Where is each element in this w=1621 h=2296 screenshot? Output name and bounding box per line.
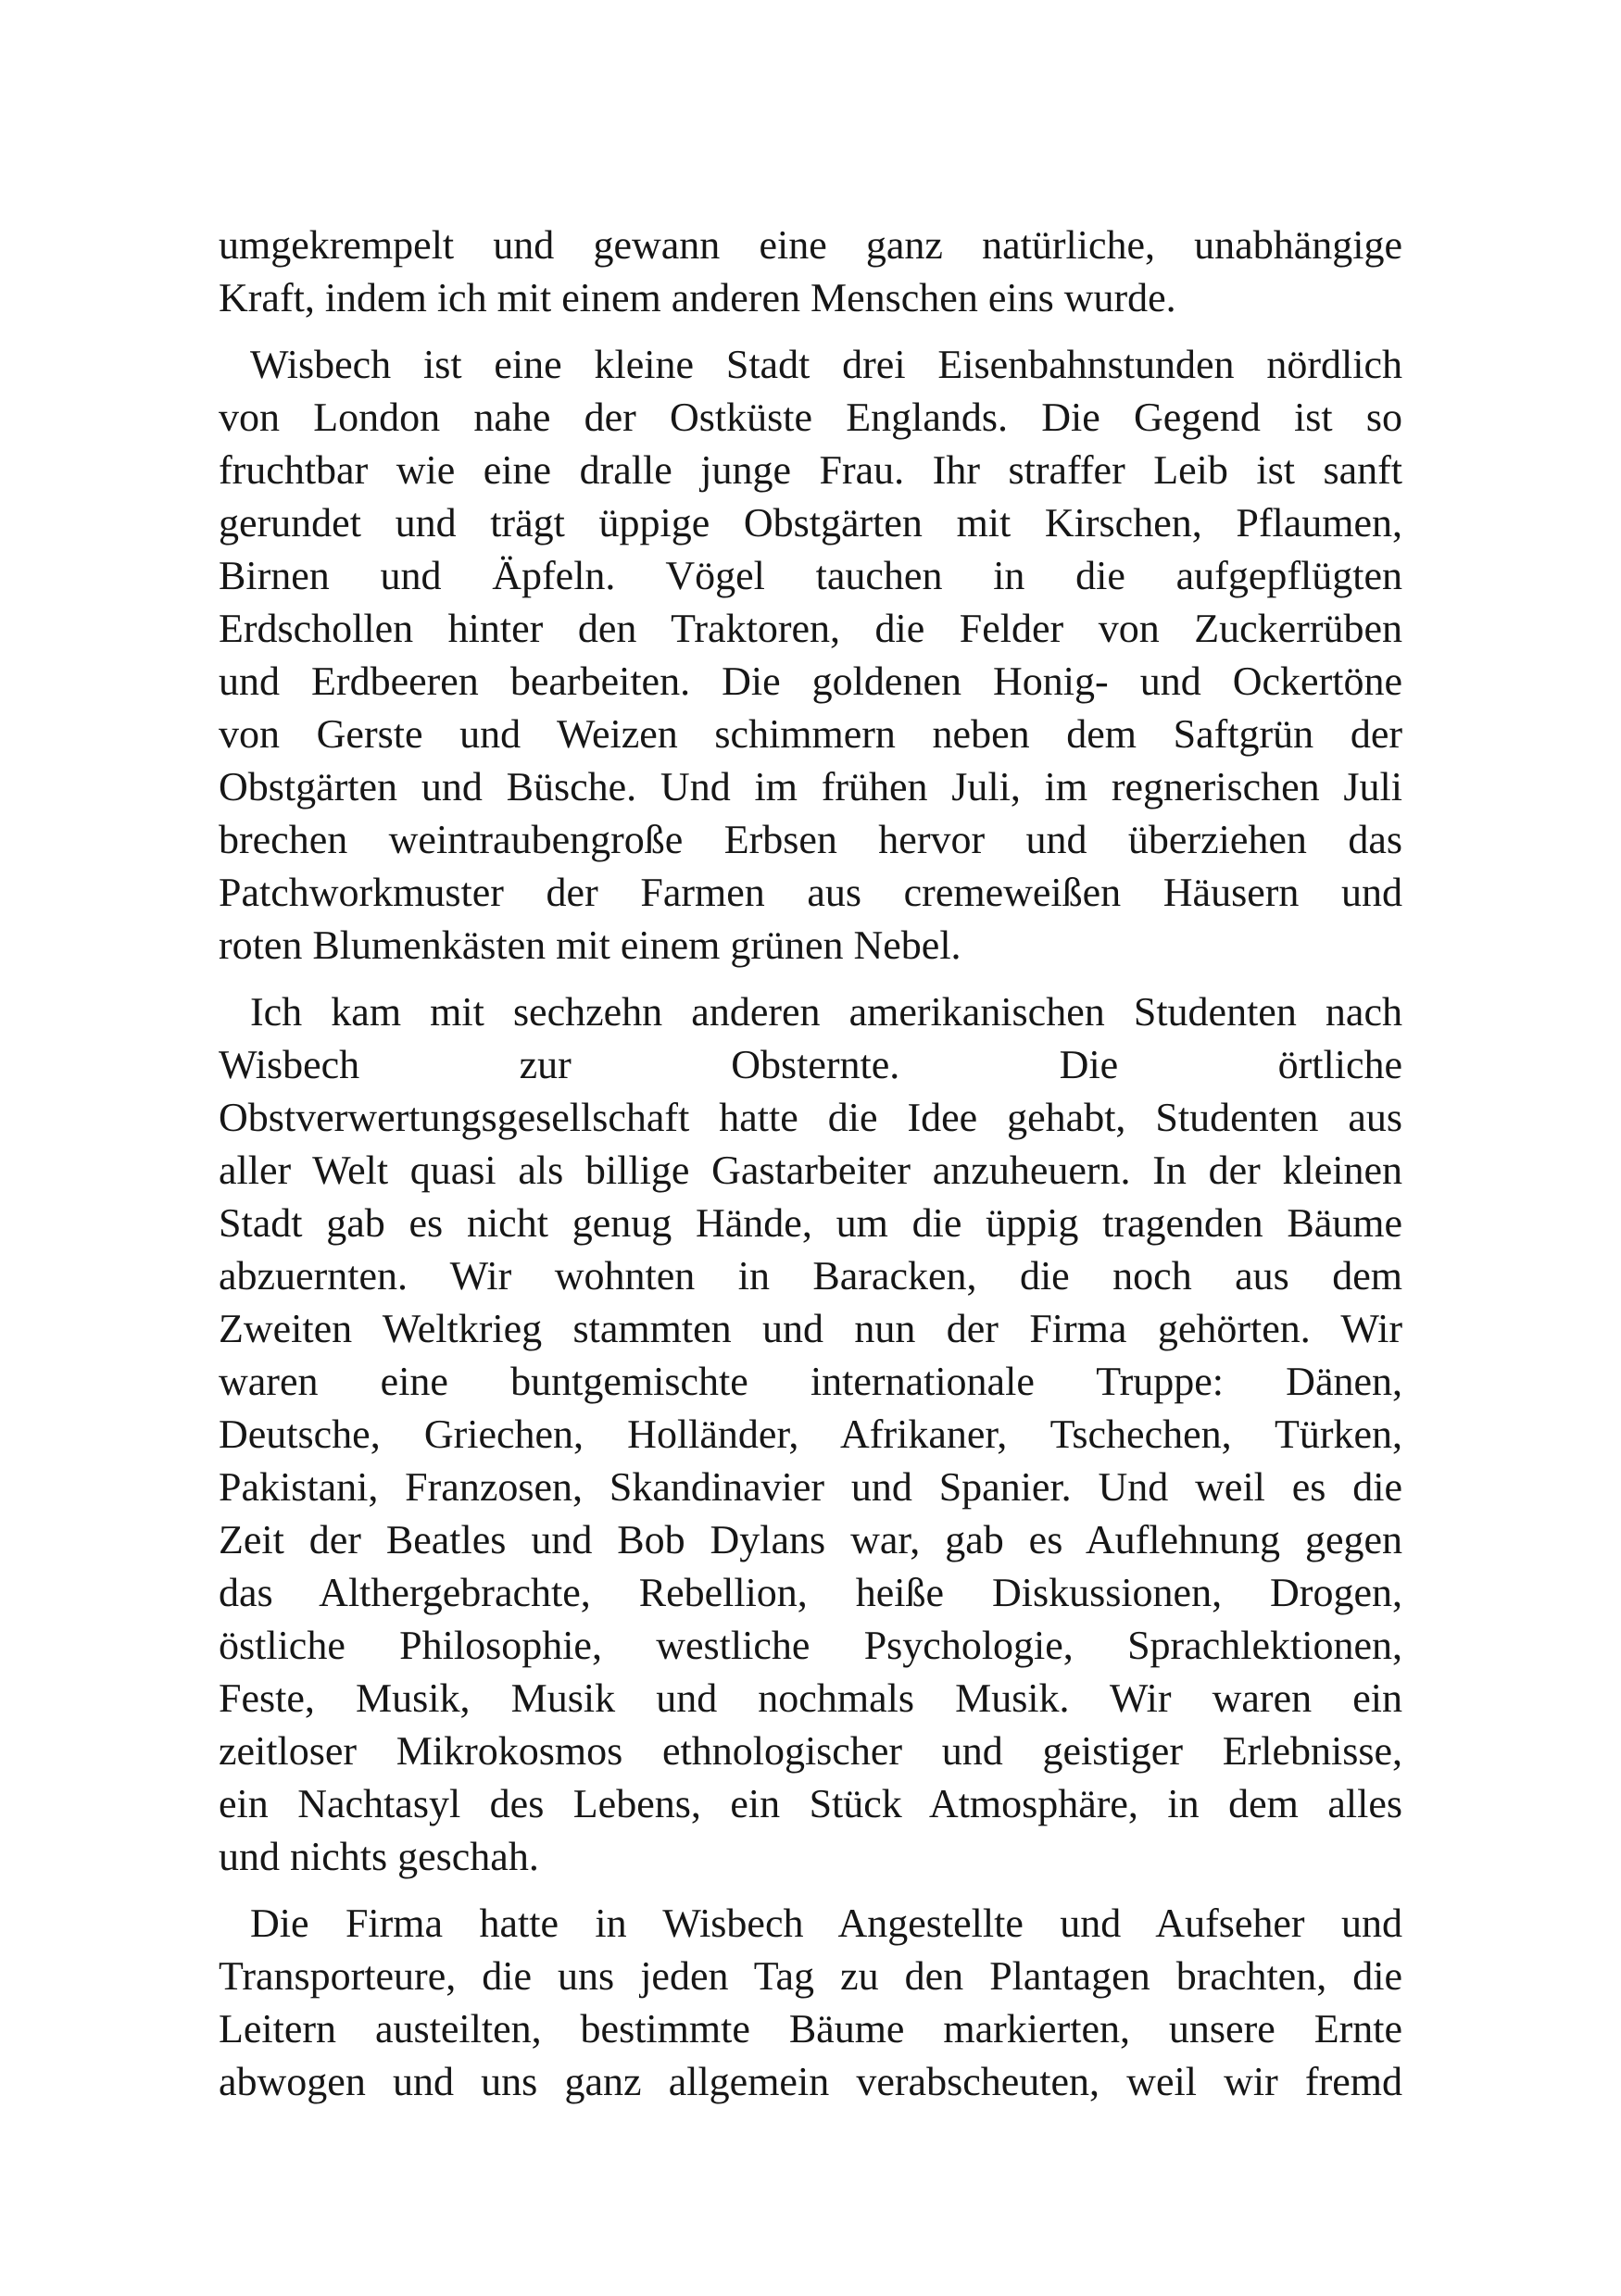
- paragraph: [219, 219, 1402, 324]
- paragraph: [219, 1897, 1402, 2108]
- text-line: abzuernten. Wir wohnten in Baracken, die noch aus dem: [219, 1253, 1402, 1299]
- text-line: Zeit der Beatles und Bob Dylans war, gab es Auflehnung gegen: [219, 1517, 1402, 1562]
- text-line: östliche Philosophie, westliche Psychologie, Sprachlektionen,: [219, 1623, 1402, 1668]
- body-text: [219, 219, 1402, 2108]
- text-line: und nichts geschah.: [219, 1834, 539, 1879]
- text-line: Kraft, indem ich mit einem anderen Menschen eins wurde.: [219, 275, 1176, 320]
- text-line: Leitern austeilten, bestimmte Bäume markierten, unsere Ernte: [219, 2006, 1402, 2051]
- text-line: fruchtbar wie eine dralle junge Frau. Ihr straffer Leib ist sanft: [219, 447, 1402, 493]
- text-line: Transporteure, die uns jeden Tag zu den Plantagen brachten, die: [219, 1953, 1402, 1999]
- text-line: Deutsche, Griechen, Holländer, Afrikaner, Tschechen, Türken,: [219, 1411, 1402, 1457]
- text-line: Birnen und Äpfeln. Vögel tauchen in die aufgepflügten: [219, 553, 1402, 598]
- text-line: aller Welt quasi als billige Gastarbeiter anzuheuern. In der kleinen: [219, 1148, 1402, 1193]
- text-line: gerundet und trägt üppige Obstgärten mit Kirschen, Pflaumen,: [219, 500, 1402, 546]
- text-line: Erdschollen hinter den Traktoren, die Felder von Zuckerrüben: [219, 606, 1402, 651]
- text-line: Pakistani, Franzosen, Skandinavier und Spanier. Und weil es die: [219, 1464, 1402, 1510]
- text-line: Obstverwertungsgesellschaft hatte die Idee gehabt, Studenten aus: [219, 1095, 1402, 1140]
- text-line: Stadt gab es nicht genug Hände, um die üppig tragenden Bäume: [219, 1200, 1402, 1246]
- text-line: Wisbech ist eine kleine Stadt drei Eisenbahnstunden nördlich: [250, 342, 1402, 387]
- text-line: von London nahe der Ostküste Englands. Die Gegend ist so: [219, 395, 1402, 440]
- text-line: waren eine buntgemischte internationale Truppe: Dänen,: [219, 1359, 1402, 1404]
- text-line: Ich kam mit sechzehn anderen amerikanischen Studenten nach: [250, 989, 1402, 1035]
- text-line: das Althergebrachte, Rebellion, heiße Diskussionen, Drogen,: [219, 1570, 1402, 1615]
- text-line: roten Blumenkästen mit einem grünen Nebel.: [219, 922, 961, 968]
- text-line: brechen weintraubengroße Erbsen hervor und überziehen das: [219, 817, 1402, 862]
- text-line: zeitloser Mikrokosmos ethnologischer und geistiger Erlebnisse,: [219, 1728, 1402, 1774]
- text-line: ein Nachtasyl des Lebens, ein Stück Atmosphäre, in dem alles: [219, 1781, 1402, 1826]
- paragraph: [219, 338, 1402, 972]
- text-line: Die Firma hatte in Wisbech Angestellte und Aufseher und: [250, 1901, 1402, 1946]
- text-line: Patchworkmuster der Farmen aus cremeweißen Häusern und: [219, 870, 1402, 915]
- text-line: und Erdbeeren bearbeiten. Die goldenen Honig- und Ockertöne: [219, 659, 1402, 704]
- text-line: von Gerste und Weizen schimmern neben dem Saftgrün der: [219, 711, 1402, 757]
- text-line: Obstgärten und Büsche. Und im frühen Juli, im regnerischen Juli: [219, 764, 1402, 809]
- text-line: abwogen und uns ganz allgemein verabscheuten, weil wir fremd: [219, 2059, 1402, 2104]
- paragraph: [219, 985, 1402, 1883]
- text-line: Wisbech zur Obsternte. Die örtliche: [219, 1042, 1402, 1087]
- text-line: umgekrempelt und gewann eine ganz natürliche, unabhängige: [219, 222, 1402, 268]
- text-line: Feste, Musik, Musik und nochmals Musik. Wir waren ein: [219, 1675, 1402, 1721]
- text-line: Zweiten Weltkrieg stammten und nun der Firma gehörten. Wir: [219, 1306, 1402, 1351]
